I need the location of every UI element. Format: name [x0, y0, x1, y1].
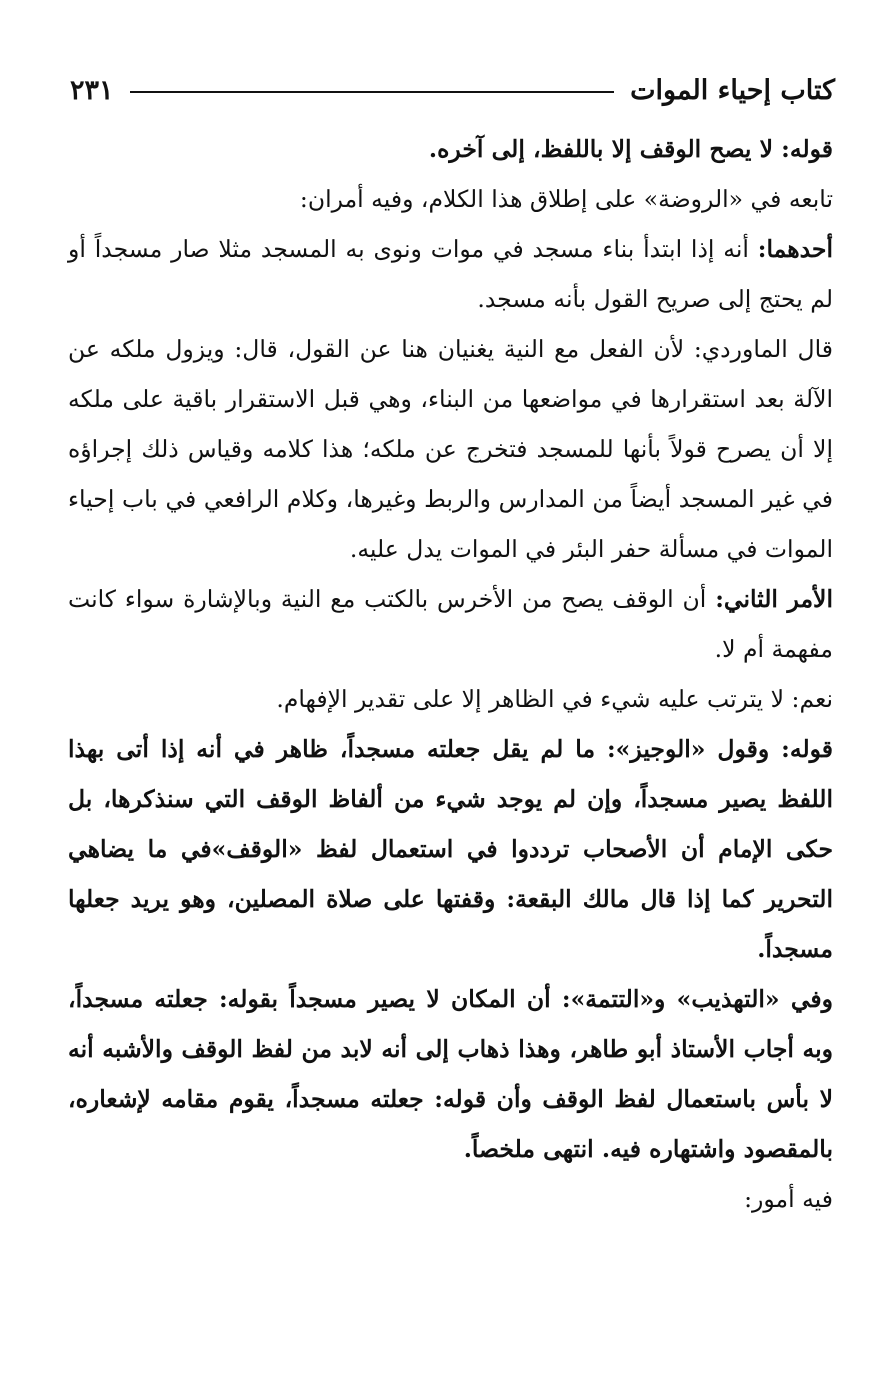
paragraph-7 [68, 724, 833, 974]
paragraph-9 [68, 1174, 833, 1224]
paragraph-6 [68, 674, 833, 724]
paragraph-3 [68, 224, 833, 324]
paragraph-text: قال الماوردي: لأن الفعل مع النية يغنيان هنا عن القول، قال: ويزول ملكه عن الآلة بعد استقرارها في مواضعها من البناء، وهي قبل الاستقرار باقية على ملكه إلا أن يصرح قولاً بأنها للمسجد فتخرج عن ملكه؛ هذا كلامه وقياس ذلك إجراؤه في غير المسجد أيضاً من المدارس والربط وغيرها، وكلام الرافعي في باب إحياء الموات في مسألة حفر البئر في الموات يدل عليه. [68, 335, 833, 563]
paragraph-text: قوله: لا يصح الوقف إلا باللفظ، إلى آخره. [428, 135, 833, 163]
header-rule [130, 91, 615, 93]
paragraph-text: فيه أمور: [744, 1185, 833, 1213]
paragraph-text: وفي «التهذيب» و«التتمة»: أن المكان لا يصير مسجداً بقوله: جعلته مسجداً، وبه أجاب الأستاذ أبو طاهر، وهذا ذهاب إلى أنه لابد من لفظ الوقف والأشبه أنه لا بأس باستعمال لفظ الوقف وأن قوله: جعلته مسجداً، يقوم مقامه لإشعاره، بالمقصود واشتهاره فيه. انتهى ملخصاً. [68, 985, 833, 1163]
paragraph-text: أنه إذا ابتدأ بناء مسجد في موات ونوى به المسجد مثلا صار مسجداً أو لم يحتج إلى صريح القول بأنه مسجد. [68, 235, 833, 313]
paragraph-text: تابعه في «الروضة» على إطلاق هذا الكلام، وفيه أمران: [299, 185, 833, 213]
paragraph-text: نعم: لا يترتب عليه شيء في الظاهر إلا على تقدير الإفهام. [276, 685, 833, 713]
paragraph-1 [68, 124, 833, 174]
book-title: كتاب إحياء الموات [630, 74, 835, 106]
paragraph-5 [68, 574, 833, 674]
page-number: ٢٣١ [70, 74, 114, 106]
running-header [70, 68, 835, 112]
paragraph-text: قوله: وقول «الوجيز»: ما لم يقل جعلته مسجداً، ظاهر في أنه إذا أتى بهذا اللفظ يصير مسجداً، وإن لم يوجد شيء من ألفاظ الوقف التي سنذكرها، بل حكى الإمام أن الأصحاب ترددوا في استعمال لفظ «الوقف»في ما يضاهي التحرير كما إذا قال مالك البقعة: وقفتها على صلاة المصلين، وهو يريد جعلها مسجداً. [68, 735, 833, 963]
paragraph-lead: أحدهما: [757, 235, 833, 263]
paragraph-2 [68, 174, 833, 224]
paragraph-4 [68, 324, 833, 574]
paragraph-text: أن الوقف يصح من الأخرس بالكتب مع النية وبالإشارة سواء كانت مفهمة أم لا. [68, 585, 833, 663]
paragraph-8 [68, 974, 833, 1174]
paragraph-lead: الأمر الثاني: [715, 585, 833, 613]
page-body [68, 124, 833, 1224]
